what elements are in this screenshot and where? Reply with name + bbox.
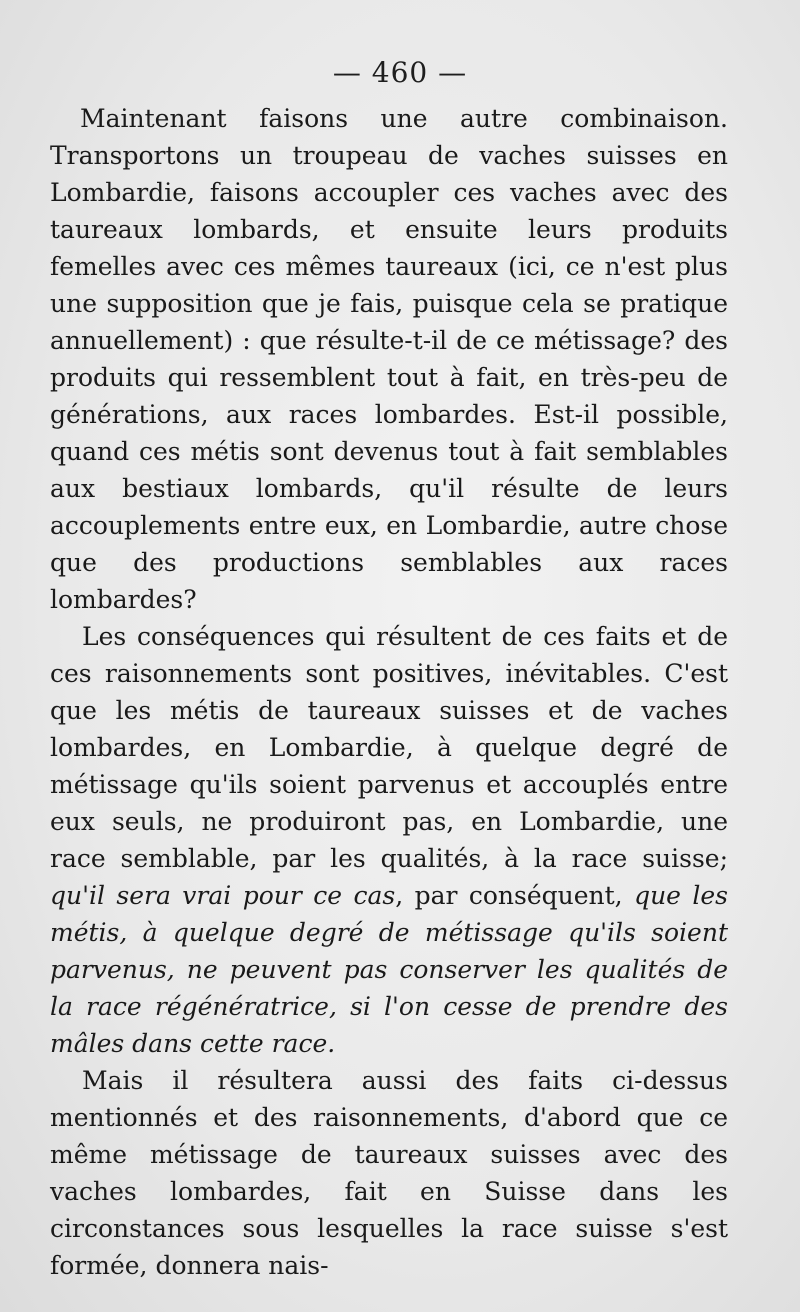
- paragraph-3-text: Mais il résultera aussi des faits ci-dessus mentionnés et des raisonnements, d'abord que ce même métissage de taureaux suisses avec des vaches lombardes, fait en Suisse dans les circonstances sous lesquelles la race suisse s'est formée, donnera nais-: [50, 1066, 728, 1280]
- paragraph-1-text: Maintenant faisons une autre combinaison. Transportons un troupeau de vaches suisses en Lombardie, faisons accoupler ces vaches avec des taureaux lombards, et ensuite leurs produits femelles avec ces mêmes taureaux (ici, ce n'est plus une supposition que je fais, puisque cela se pratique annuellement) : que résulte-t-il de ce métissage? des produits qui ressemblent tout à fait, en très-peu de générations, aux races lombardes. Est-il possible, quand ces métis sont devenus tout à fait semblables aux bestiaux lombards, qu'il résulte de leurs accouplements entre eux, en Lombardie, autre chose que des productions semblables aux races lombardes?: [50, 104, 728, 614]
- paragraph-2-text-2: , par conséquent,: [395, 881, 635, 910]
- page-number: — 460 —: [332, 56, 468, 89]
- paragraph-2: [50, 618, 728, 1062]
- paragraph-2-italic-2: que les métis, à quelque degré de métissage qu'ils soient parvenus, ne peuvent pas conserver les qualités de la race régénératrice, si l'on cesse de prendre des mâles dans cette race.: [50, 881, 729, 1058]
- page-body: [50, 100, 728, 1284]
- paragraph-1: [50, 100, 728, 618]
- paragraph-2-italic-1: qu'il sera vrai pour ce cas: [50, 881, 396, 910]
- paragraph-3: [50, 1062, 728, 1284]
- paragraph-2-text-1: Les conséquences qui résultent de ces faits et de ces raisonnements sont positives, inévitables. C'est que les métis de taureaux suisses et de vaches lombardes, en Lombardie, à quelque degré de métissage qu'ils soient parvenus et accouplés entre eux seuls, ne produiront pas, en Lombardie, une race semblable, par les qualités, à la race suisse;: [50, 622, 728, 873]
